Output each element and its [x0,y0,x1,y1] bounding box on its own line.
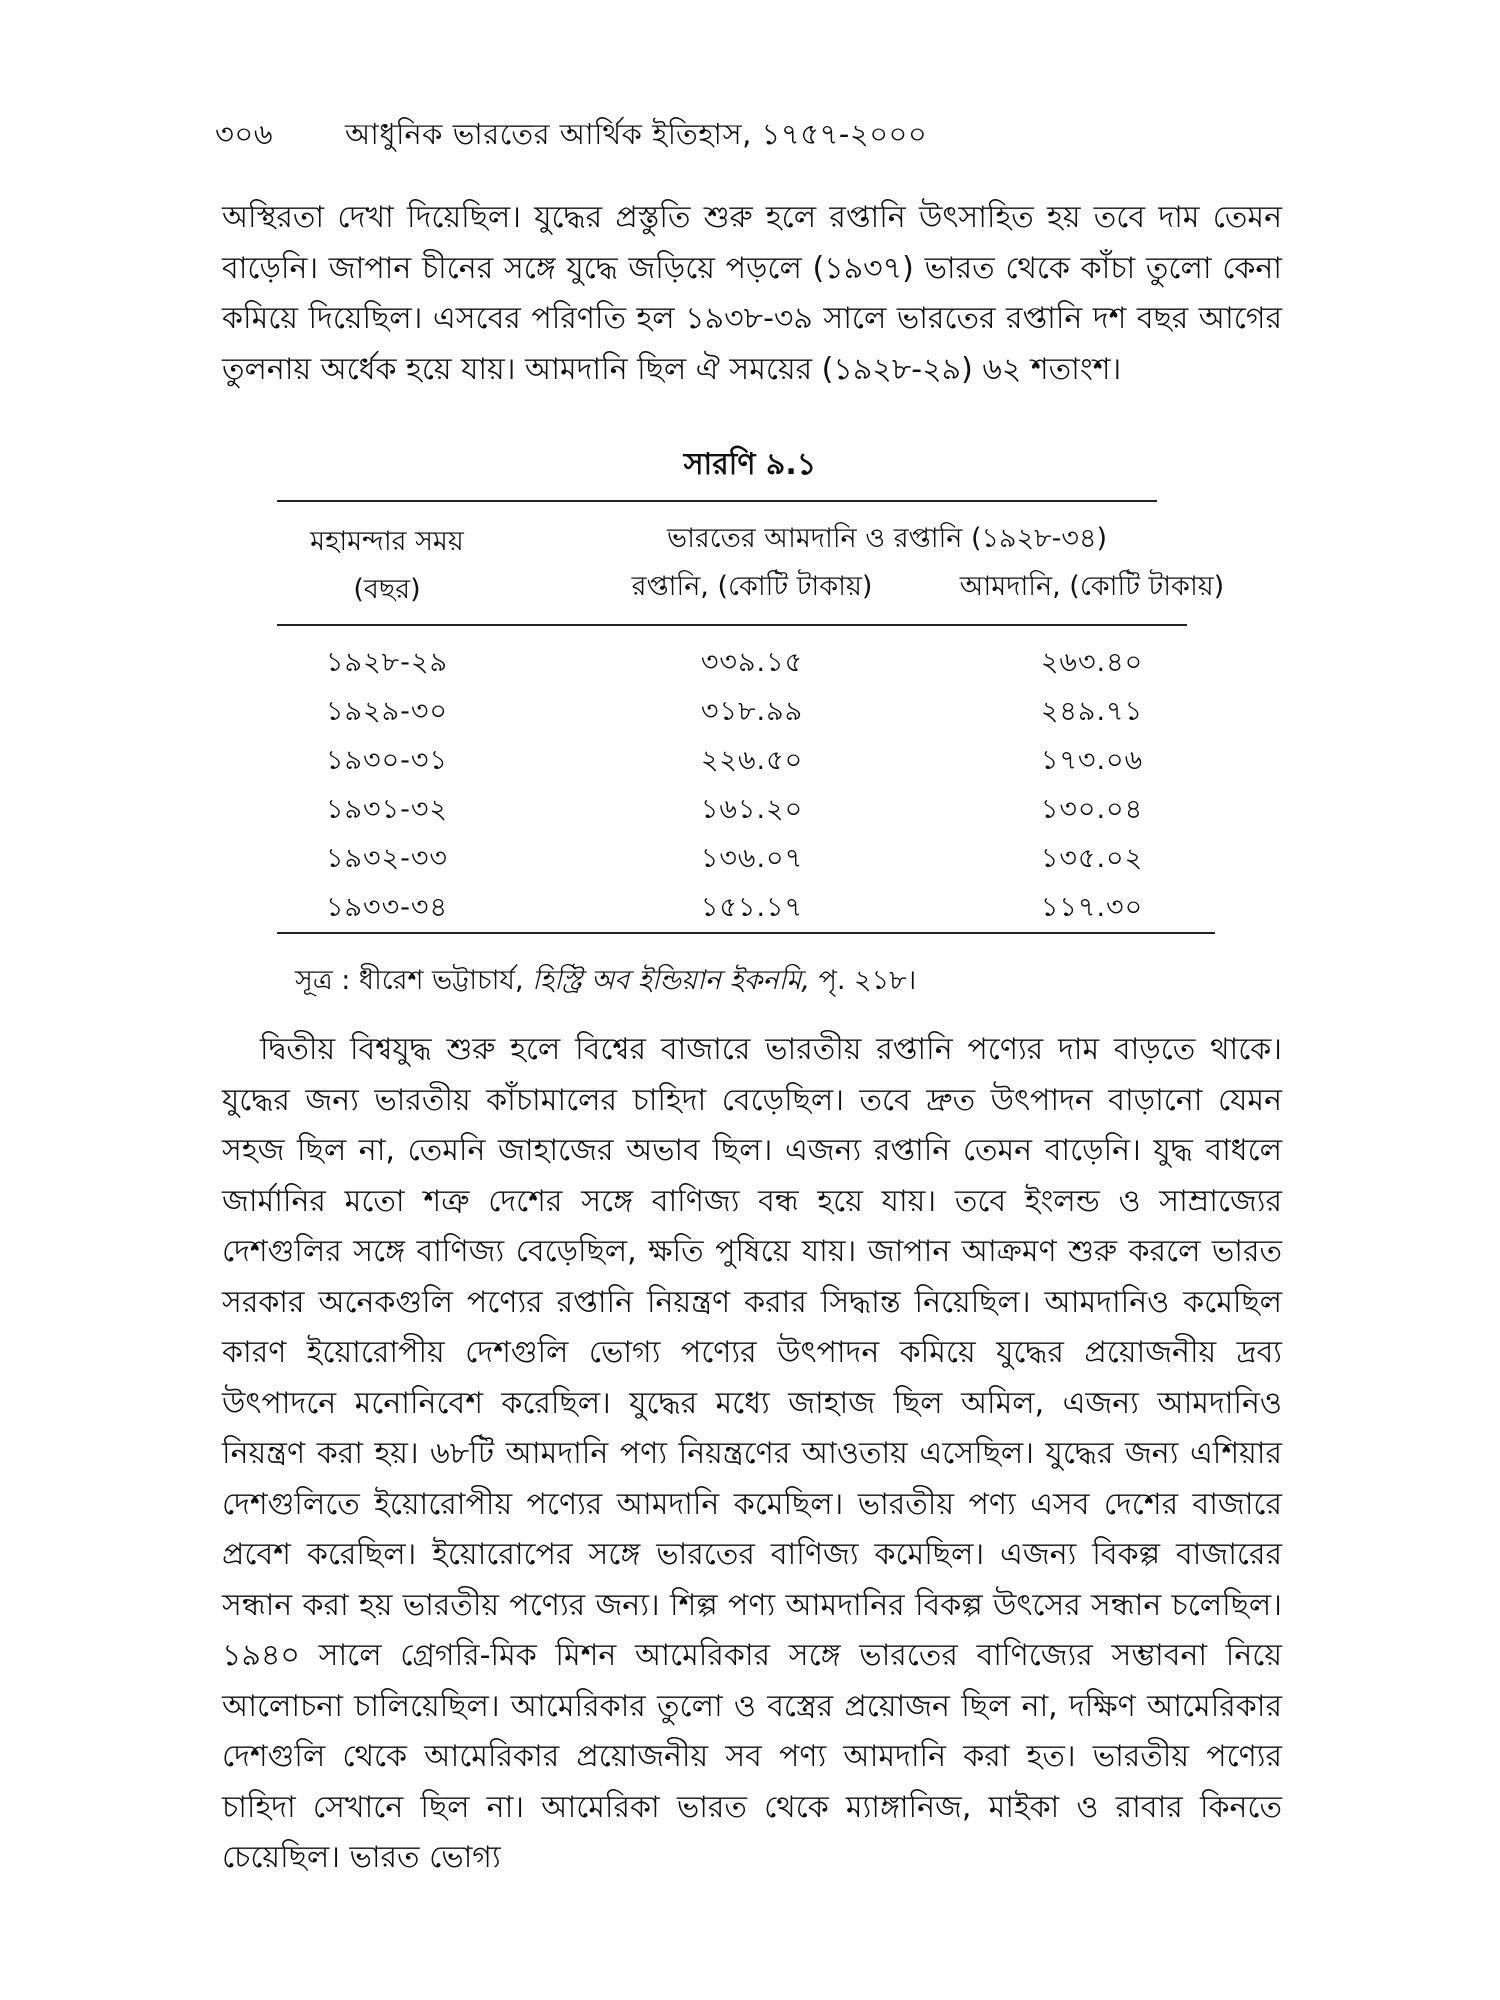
cell-period: ১৯৩২-৩৩ [325,843,448,874]
cell-period: ১৯২৮-২৯ [326,647,448,678]
table-row [277,732,1215,781]
cell-imports: ১৭৩.০৬ [1040,745,1144,776]
header-period [287,518,487,614]
header-group: ভারতের আমদানি ও রপ্তানি (১৯২৮-৩৪) [666,523,1107,554]
paragraph-top: অস্থিরতা দেখা দিয়েছিল। যুদ্ধের প্রস্তুতি শুরু হলে রপ্তানি উৎসাহিত হয় তবে দাম তেমন বাড়েনি। জাপান চীনের সঙ্গে যুদ্ধে জড়িয়ে পড়লে (১৯৩৭) ভারত থেকে কাঁচা তুলো কেনা কমিয়ে দিয়েছিল। এসবের পরিণতি হল ১৯৩৮-৩৯ সালে ভারতের রপ্তানি দশ বছর আগের তুলনায় অর্ধেক হয়ে যায়। আমদানি ছিল ঐ সময়ের (১৯২৮-২৯) ৬২ শতাংশ। [222,200,1282,387]
cell-imports: ১৩৫.০২ [1040,843,1144,874]
cell-imports: ১১৭.৩০ [1040,892,1144,923]
cell-period: ১৯৩১-৩২ [326,794,448,825]
page-number: ৩০৬ [215,117,274,151]
table-row [277,830,1215,879]
table-row [277,634,1215,683]
cell-exports: ৩৩৯.১৫ [700,647,804,678]
table-title: সারণি ৯.১ [683,447,817,482]
source-prefix: সূত্র : ধীরেশ ভট্টাচার্য, [295,965,524,996]
table-bottom-rule [277,932,1215,934]
table-row [277,683,1215,732]
header-period-line2: (বছর) [353,574,421,605]
table-body [277,626,1215,928]
header-exports: রপ্তানি, (কোটি টাকায়) [631,571,873,602]
source-page: পৃ. ২১৮। [818,965,917,996]
header-period-line1: মহামন্দার সময় [310,526,464,557]
cell-exports: ২২৬.৫০ [700,745,804,776]
cell-exports: ১৫১.১৭ [700,892,804,923]
table-source [295,960,1195,1005]
trade-table [277,500,1225,934]
table-row [277,781,1215,830]
cell-imports: ১৩০.০৪ [1040,794,1144,825]
cell-exports: ১৬১.২০ [700,794,804,825]
table-row [277,879,1215,928]
cell-exports: ১৩৬.০৭ [700,843,804,874]
table-header [277,502,1225,614]
running-title: আধুনিক ভারতের আর্থিক ইতিহাস, ১৭৫৭-২০০০ [345,117,928,151]
header-imports: আমদানি, (কোটি টাকায়) [959,571,1225,602]
cell-imports: ২৪৯.৭১ [1040,696,1144,727]
paragraph-main: দ্বিতীয় বিশ্বযুদ্ধ শুরু হলে বিশ্বের বাজারে ভারতীয় রপ্তানি পণ্যের দাম বাড়তে থাকে। যুদ্ধের জন্য ভারতীয় কাঁচামালের চাহিদা বেড়েছিল। তবে দ্রুত উৎপাদন বাড়ানো যেমন সহজ ছিল না, তেমনি জাহাজের অভাব ছিল। এজন্য রপ্তানি তেমন বাড়েনি। যুদ্ধ বাধলে জার্মানির মতো শত্রু দেশের সঙ্গে বাণিজ্য বন্ধ হয়ে যায়। তবে ইংলন্ড ও সাম্রাজ্যের দেশগুলির সঙ্গে বাণিজ্য বেড়েছিল, ক্ষতি পুষিয়ে যায়। জাপান আক্রমণ শুরু করলে ভারত সরকার অনেকগুলি পণ্যের রপ্তানি নিয়ন্ত্রণ করার সিদ্ধান্ত নিয়েছিল। আমদানিও কমেছিল কারণ ইয়োরোপীয় দেশগুলি ভোগ্য পণ্যের উৎপাদন কমিয়ে যুদ্ধের প্রয়োজনীয় দ্রব্য উৎপাদনে মনোনিবেশ করেছিল। যুদ্ধের মধ্যে জাহাজ ছিল অমিল, এজন্য আমদানিও নিয়ন্ত্রণ করা হয়। ৬৮টি আমদানি পণ্য নিয়ন্ত্রণের আওতায় এসেছিল। যুদ্ধের জন্য এশিয়ার দেশগুলিতে ইয়োরোপীয় পণ্যের আমদানি কমেছিল। ভারতীয় পণ্য এসব দেশের বাজারে প্রবেশ করেছিল। ইয়োরোপের সঙ্গে ভারতের বাণিজ্য কমেছিল। এজন্য বিকল্প বাজারের সন্ধান করা হয় ভারতীয় পণ্যের জন্য। শিল্প পণ্য আমদানির বিকল্প উৎসের সন্ধান চলেছিল। ১৯৪০ সালে গ্রেগরি-মিক মিশন আমেরিকার সঙ্গে ভারতের বাণিজ্যের সম্ভাবনা নিয়ে আলোচনা চালিয়েছিল। আমেরিকার তুলো ও বস্ত্রের প্রয়োজন ছিল না, দক্ষিণ আমেরিকার দেশগুলি থেকে আমেরিকার প্রয়োজনীয় সব পণ্য আমদানি করা হত। ভারতীয় পণ্যের চাহিদা সেখানে ছিল না। আমেরিকা ভারত থেকে ম্যাঙ্গানিজ, মাইকা ও রাবার কিনতে চেয়েছিল। ভারত ভোগ্য [222,1032,1282,1875]
cell-period: ১৯৩৩-৩৪ [326,892,448,923]
cell-imports: ২৬৩.৪০ [1040,647,1144,678]
cell-exports: ৩১৮.৯৯ [700,696,804,727]
cell-period: ১৯২৯-৩০ [326,696,448,727]
page-header [215,112,1035,161]
cell-period: ১৯৩০-৩১ [326,745,448,776]
source-book-title: হিস্ট্রি অব ইন্ডিয়ান ইকনমি, [532,965,810,996]
